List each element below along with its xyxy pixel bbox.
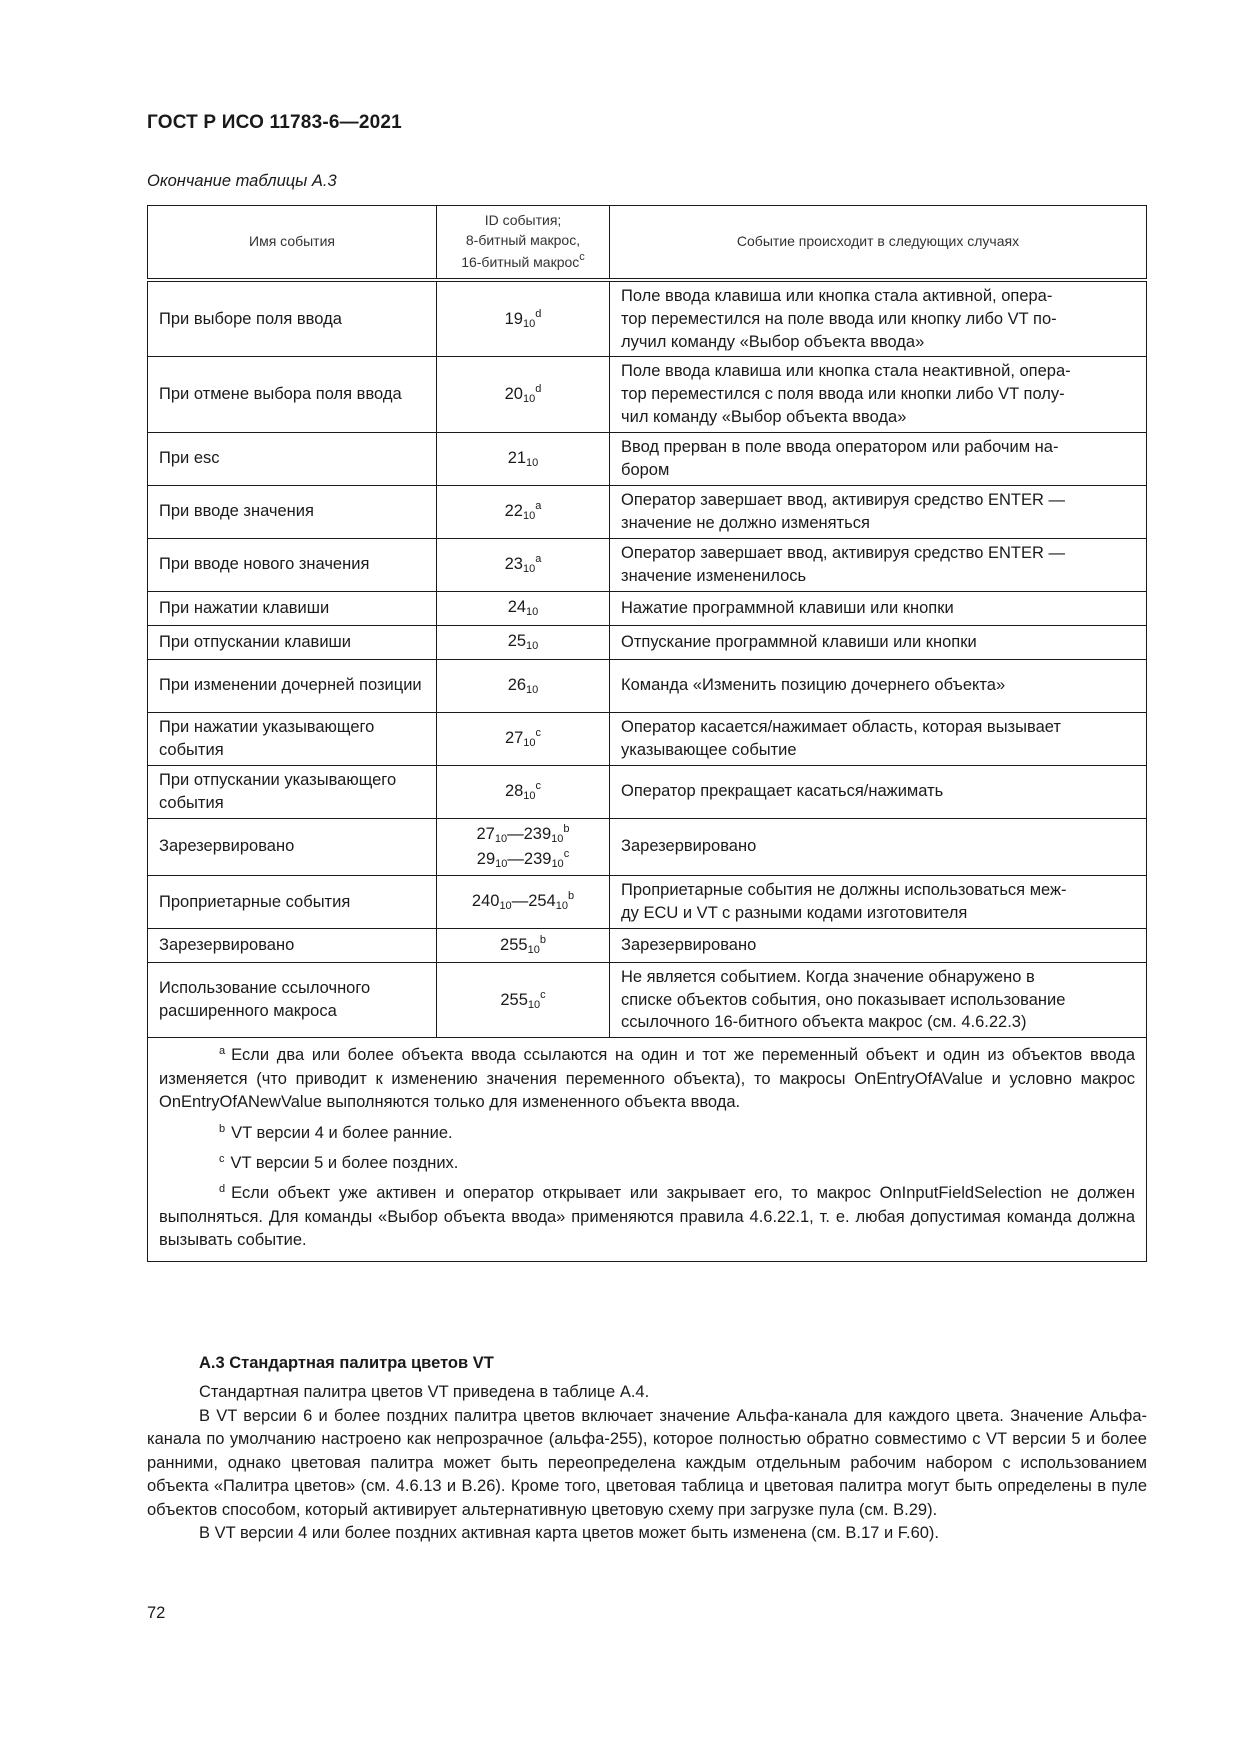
events-table (147, 205, 1147, 1262)
description-line: ссылочного 16-битного объекта макрос (см. 4.6.22.3) (621, 1013, 1027, 1032)
event-id-value: 25 (507, 632, 527, 650)
event-name: При отмене выбора поля ввода (148, 357, 437, 432)
event-id-end: 254 (528, 892, 556, 911)
event-name: При нажатии указывающего события (148, 712, 437, 765)
event-id-start: 27 (476, 824, 495, 843)
description-line: списке объектов события, оно показывает использование (621, 990, 1066, 1009)
event-id-start: 240 (471, 892, 500, 911)
event-description (610, 765, 1147, 818)
event-id-base: 10 (526, 606, 539, 618)
event-name: При выборе поля ввода (148, 280, 437, 357)
table-row (148, 591, 1147, 625)
footnote-ref: a (535, 553, 542, 565)
description-line: тор переместился на поле ввода или кнопку либо VT по- (621, 309, 1057, 328)
event-name: Зарезервировано (148, 818, 437, 875)
description-line: Поле ввода клавиша или кнопка стала активной, опера- (621, 287, 1053, 305)
table-row (148, 357, 1147, 432)
event-id-value: 19 (504, 309, 523, 328)
description-line: указывающее событие (621, 740, 797, 759)
description-line: тор переместился с поля ввода или кнопки либо VT полу- (621, 385, 1065, 404)
footnote-ref: b (567, 890, 575, 903)
event-id (437, 591, 610, 625)
event-id (437, 818, 610, 875)
event-id (437, 625, 610, 659)
footnote-ref: d (535, 307, 542, 320)
event-description (610, 875, 1147, 928)
column-header-id-line2: 8-битный макрос, (465, 231, 581, 248)
event-id-base: 10 (527, 943, 540, 956)
event-description (610, 659, 1147, 712)
table-row (148, 485, 1147, 538)
description-line: Оператор прекращает касаться/нажимать (621, 782, 944, 801)
description-line: Проприетарные события не должны использоваться меж- (621, 881, 1067, 900)
document-header: ГОСТ Р ИСО 11783-6—2021 (147, 112, 402, 133)
event-id (437, 712, 610, 765)
table-row (148, 625, 1147, 659)
event-id (437, 485, 610, 538)
table-note (159, 1182, 1135, 1252)
footnote-ref: c (540, 988, 546, 1001)
footnote-ref: c (535, 780, 542, 792)
table-row (148, 962, 1147, 1037)
event-id-range (448, 847, 598, 872)
description-line: Зарезервировано (621, 936, 757, 955)
event-id-base: 10 (495, 857, 508, 870)
description-line: бором (621, 460, 670, 479)
section-a3 (147, 1352, 1147, 1545)
event-name: Зарезервировано (148, 928, 437, 962)
range-dash: — (507, 824, 524, 843)
event-id-value: 255 (500, 990, 528, 1009)
event-id-base: 10 (522, 392, 536, 405)
event-id-range (448, 889, 598, 914)
description-line: Отпускание программной клавиши или кнопки (621, 632, 977, 651)
table-row (148, 659, 1147, 712)
event-name: При изменении дочерней позиции (148, 659, 437, 712)
event-id-base: 10 (526, 456, 539, 469)
footnote-ref: d (535, 382, 542, 395)
note-text: Если объект уже активен и оператор открывает или закрывает его, то макрос OnInputFieldSelection не должен выполняться. Для команды «Выбор объекта ввода» применяются правила 4.6.22.1, т. е. любая допустимая команда должна вызывать событие. (159, 1184, 1135, 1250)
footnote-ref: c (563, 847, 570, 860)
event-id (437, 280, 610, 357)
event-id-range (448, 822, 598, 847)
table-note (159, 1044, 1135, 1114)
table-note (159, 1152, 1135, 1175)
event-id-value: 22 (504, 502, 523, 520)
event-id-base: 10 (526, 683, 539, 696)
description-line: Не является событием. Когда значение обнаружено в (621, 967, 1035, 986)
event-name: При нажатии клавиши (148, 591, 437, 625)
section-heading: А.3 Стандартная палитра цветов VT (199, 1354, 494, 1372)
description-line: ду ECU и VT с разными кодами изготовителя (621, 903, 968, 922)
event-description (610, 818, 1147, 875)
range-dash: — (511, 892, 529, 911)
note-text: VT версии 5 и более поздних. (230, 1153, 459, 1172)
description-line: значение не должно изменяться (621, 513, 870, 532)
table-caption: Окончание таблицы А.3 (147, 172, 337, 190)
event-id-end: 239 (523, 849, 552, 868)
event-id (437, 659, 610, 712)
section-paragraph: Стандартная палитра цветов VT приведена в таблице А.4. (199, 1383, 650, 1402)
description-line: Команда «Изменить позицию дочернего объекта» (621, 676, 1006, 695)
description-line: чил команду «Выбор объекта ввода» (621, 407, 907, 426)
table-row (148, 928, 1147, 962)
event-description (610, 962, 1147, 1037)
footnote-ref: b (539, 933, 546, 946)
event-id (437, 928, 610, 962)
event-description (610, 432, 1147, 485)
footnote-ref: c (579, 251, 585, 264)
event-name: При отпускании указывающего события (148, 765, 437, 818)
table-row (148, 875, 1147, 928)
event-id-start: 29 (476, 849, 496, 868)
description-line: Оператор завершает ввод, активируя средство ENTER — (621, 490, 1065, 509)
footnote-ref: a (535, 500, 542, 512)
description-line: значение измененилось (621, 566, 807, 585)
description-line: Оператор касается/нажимает область, которая вызывает (621, 717, 1061, 736)
table-header-row (148, 206, 1147, 281)
note-mark: d (219, 1183, 226, 1196)
table-row (148, 712, 1147, 765)
section-paragraph: В VT версии 6 и более поздних палитра цветов включает значение Альфа-канала для каждого цвета. Значение Альфа-канала по умолчанию настроено как непрозрачное (альфа-255), которое полностью обратно совместимо с VT версии 5 и более ранними, однако цветовая палитра может быть переопределена каждым отдельным рабочим набором с использованием объекта «Палитра цветов» (см. 4.6.13 и В.26). Кроме того, цветовая таблица и цветовая палитра могут быть определены в пуле объектов способом, который активирует альтернативную цветовую схему при загрузке пула (см. В.29). (147, 1406, 1147, 1519)
event-id-value: 21 (507, 448, 527, 467)
event-description (610, 280, 1147, 357)
description-line: Нажатие программной клавиши или кнопки (621, 598, 954, 617)
event-description (610, 928, 1147, 962)
event-id-base: 10 (499, 900, 512, 913)
event-id-value: 24 (507, 598, 527, 616)
column-header-name: Имя события (148, 206, 437, 281)
event-id-base: 10 (523, 790, 536, 802)
event-id-base: 10 (551, 832, 564, 845)
event-id (437, 765, 610, 818)
event-id-value: 23 (504, 555, 523, 573)
table-row (148, 538, 1147, 591)
note-mark: a (219, 1045, 226, 1058)
event-description (610, 712, 1147, 765)
column-header-id-line1: ID события; (484, 212, 562, 229)
column-header-id-line3: 16-битный макрос (461, 254, 580, 271)
event-id-base: 10 (555, 900, 568, 913)
description-line: Оператор завершает ввод, активируя средство ENTER — (621, 543, 1065, 562)
event-name: При вводе значения (148, 485, 437, 538)
table-notes-row (148, 1038, 1147, 1261)
event-id-base: 10 (526, 640, 539, 652)
event-id-base: 10 (522, 317, 536, 330)
event-id-base: 10 (522, 563, 536, 575)
note-mark: c (219, 1152, 225, 1165)
event-description (610, 485, 1147, 538)
event-id-base: 10 (527, 998, 541, 1011)
event-name: Проприетарные события (148, 875, 437, 928)
event-id (437, 432, 610, 485)
table-body (148, 280, 1147, 1261)
event-id (437, 538, 610, 591)
event-id (437, 962, 610, 1037)
event-id-base: 10 (522, 510, 536, 522)
table-row (148, 765, 1147, 818)
event-id-value: 28 (504, 782, 524, 800)
table-note (159, 1122, 1135, 1145)
event-id-base: 10 (494, 832, 508, 845)
note-text: VT версии 4 и более ранние. (231, 1123, 453, 1142)
event-name: При отпускании клавиши (148, 625, 437, 659)
event-name: Использование ссылочного расширенного макроса (148, 962, 437, 1037)
event-id-base: 10 (551, 857, 564, 870)
range-dash: — (507, 849, 524, 868)
event-id-value: 26 (507, 675, 527, 694)
event-description (610, 591, 1147, 625)
note-text: Если два или более объекта ввода ссылаются на один и тот же переменный объект и один из объектов ввода изменяется (что приводит к изменению значения переменного объекта), то макросы OnEntryOfAValue и условно макрос OnEntryOfANewValue выполняются только для измененного объекта ввода. (159, 1046, 1135, 1112)
event-description (610, 538, 1147, 591)
table-row (148, 818, 1147, 875)
event-id (437, 875, 610, 928)
event-name: При вводе нового значения (148, 538, 437, 591)
description-line: лучил команду «Выбор объекта ввода» (621, 332, 925, 351)
event-id (437, 357, 610, 432)
event-description (610, 357, 1147, 432)
footnote-ref: b (563, 822, 570, 835)
column-header-id (437, 206, 610, 281)
event-name: При esc (148, 432, 437, 485)
event-id-base: 10 (523, 737, 536, 749)
description-line: Зарезервировано (621, 837, 757, 856)
description-line: Ввод прерван в поле ввода оператором или рабочим на- (621, 437, 1059, 456)
event-id-value: 27 (504, 729, 524, 747)
description-line: Поле ввода клавиша или кнопка стала неактивной, опера- (621, 362, 1071, 381)
footnote-ref: c (535, 727, 542, 739)
column-header-desc: Событие происходит в следующих случаях (610, 206, 1147, 281)
event-id-end: 239 (523, 824, 552, 843)
table-row (148, 432, 1147, 485)
event-id-value: 255 (500, 935, 528, 954)
table-notes (148, 1038, 1147, 1261)
table-row (148, 280, 1147, 357)
page-number: 72 (147, 1604, 166, 1622)
event-id-value: 20 (504, 384, 523, 403)
section-paragraph: В VT версии 4 или более поздних активная карта цветов может быть изменена (см. В.17 и F.60). (199, 1523, 940, 1542)
event-description (610, 625, 1147, 659)
note-mark: b (219, 1122, 226, 1135)
